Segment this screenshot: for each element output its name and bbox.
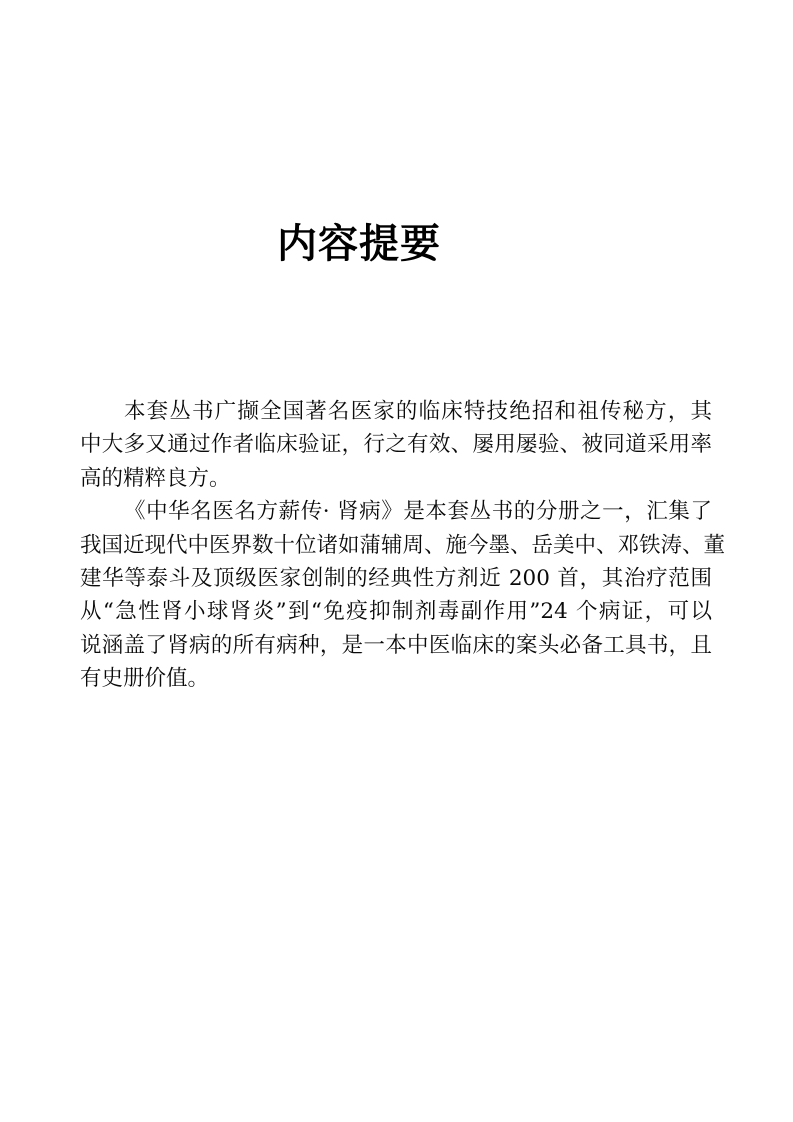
text-line: 本套丛书广撷全国著名医家的临床特技绝招和祖传秘方，其: [124, 399, 712, 424]
text-line: 说涵盖了肾病的所有病种，是一本中医临床的案头必备工具书，且: [80, 632, 712, 658]
text-line: 中大多又通过作者临床验证，行之有效、屡用屡验、被同道采用率: [80, 432, 712, 458]
summary-text-block: [80, 395, 726, 696]
text-line: 建华等泰斗及顶级医家创制的经典性方剂近 200 首，其治疗范围: [80, 565, 712, 591]
text-line: 从“急性肾小球肾炎”到“免疫抑制剂毒副作用”24 个病证，可以: [80, 599, 712, 625]
page-title: 内容提要: [277, 221, 441, 267]
text-line: 我国近现代中医界数十位诸如蒲辅周、施今墨、岳美中、邓铁涛、董: [80, 532, 726, 558]
text-line: 高的精粹良方。: [80, 465, 231, 491]
text-line: 《中华名医名方薪传· 肾病》是本套丛书的分册之一，汇集了: [124, 499, 712, 525]
text-line: 有史册价值。: [80, 666, 210, 692]
